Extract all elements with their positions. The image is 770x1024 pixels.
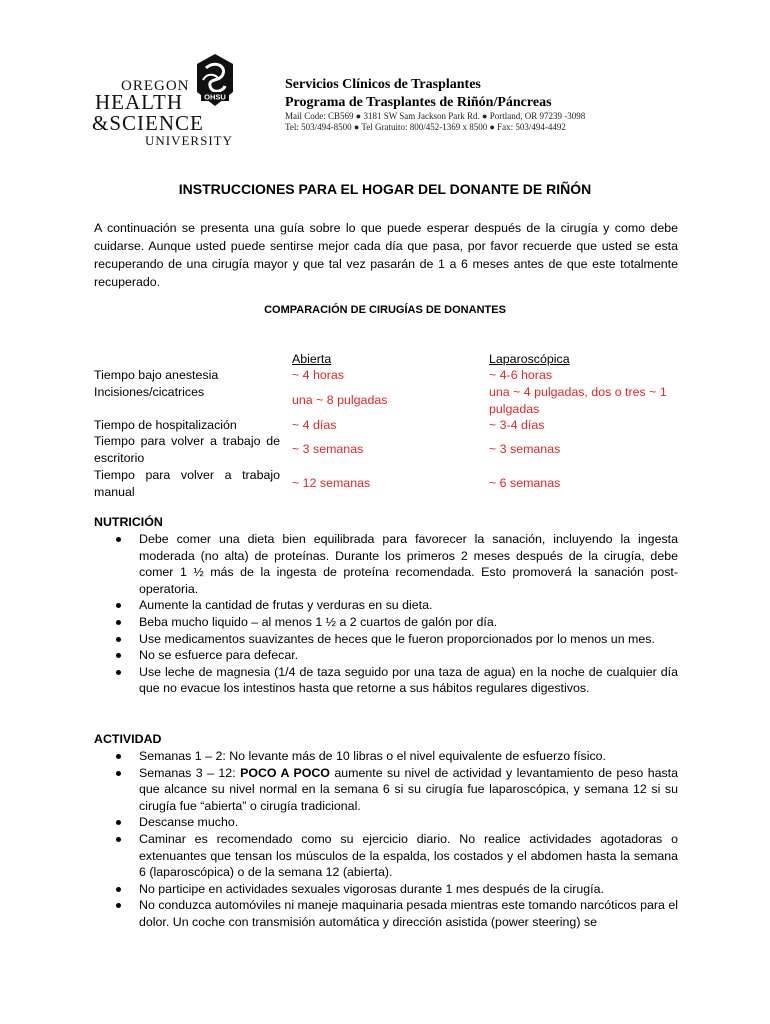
list-item: Beba mucho liquido – al menos 1 ½ a 2 cuartos de galón por día. [94,614,678,631]
col-header-open: Abierta [292,352,332,366]
header-title-services: Servicios Clínicos de Trasplantes [285,77,481,92]
item-emphasis: POCO A POCO [240,765,330,780]
row-open-value: una ~ 8 pulgadas [292,393,388,407]
list-item: Use leche de magnesia (1/4 de taza seguido por una taza de agua) en la noche de cualquier día que no evacue los intestinos hasta que retorne a sus hábitos regulares digestivos. [94,664,678,697]
row-label: Tiempo para volver a trabajo manual [94,468,280,499]
intro-paragraph: A continuación se presenta una guía sobre lo que puede esperar después de la cirugía y como debe cuidarse. Aunque usted puede sentirse mejor cada día que pasa, por favor recuerde que usted se esta recuperando de una cirugía mayor y que tal vez pasarán de 1 a 6 meses antes de que este totalmente recuperado. [94,221,678,289]
row-label: Incisiones/cicatrices [94,385,205,399]
header-phones: Tel: 503/494-8500 ● Tel Gratuito: 800/452-1369 x 8500 ● Fax: 503/494-4492 [285,122,566,132]
row-open-value: ~ 12 semanas [292,476,371,490]
header-address: Mail Code: CB569 ● 3181 SW Sam Jackson Park Rd. ● Portland, OR 97239 -3098 [285,111,586,121]
logo-science: &SCIENCE [92,111,204,135]
comparison-title: COMPARACIÓN DE CIRUGÍAS DE DONANTES [264,304,506,316]
item-rest: aumente su nivel de actividad y levantamiento de peso hasta que alcance su nivel normal en la semana 6 si su cirugía fue laparoscópica, y semana 12 si su cirugía fue “abierta” o cirugía tradicional. [139,765,679,813]
ohsu-logo [92,50,242,150]
logo-oregon: OREGON [121,78,190,94]
actividad-list [94,748,678,931]
list-item: Descanse mucho. [94,814,678,831]
row-open-value: ~ 4 días [292,418,337,432]
logo-university: UNIVERSITY [145,133,233,148]
nutricion-list [94,531,678,697]
header-title-program: Programa de Trasplantes de Riñón/Páncreas [285,95,552,110]
page-title: INSTRUCCIONES PARA EL HOGAR DEL DONANTE DE RIÑÓN [178,181,592,197]
list-item: Semanas 1 – 2: No levante más de 10 libras o el nivel equivalente de esfuerzo físico. [94,748,678,765]
section-title-nutricion: NUTRICIÓN [94,515,163,529]
list-item: Caminar es recomendado como su ejercicio diario. No realice actividades agotadoras o extenuantes que tensan los músculos de la espalda, los costados y el abdomen hasta la semana 6 (laparoscópica) o de la semana 12 (abierta). [94,831,678,881]
row-label: Tiempo de hospitalización [94,418,237,432]
list-item: No participe en actividades sexuales vigorosas durante 1 mes después de la cirugía. [94,881,678,898]
row-label: Tiempo para volver a trabajo de escritorio [94,434,280,465]
row-lap-value: ~ 3 semanas [489,442,561,456]
logo-health: HEALTH [95,90,184,114]
row-lap-value: ~ 3-4 días [489,418,545,432]
item-prefix: Semanas 3 – 12: [139,765,241,780]
list-item: Use medicamentos suavizantes de heces que le fueron proporcionados por lo menos un mes. [94,631,678,648]
row-label: Tiempo bajo anestesia [94,368,219,382]
list-item [94,765,678,815]
row-open-value: ~ 4 horas [292,368,345,382]
emblem-text: OHSU [204,92,226,102]
ohsu-emblem-icon [193,52,237,110]
list-item: No conduzca automóviles ni maneje maquinaria pesada mientras este tomando narcóticos para el dolor. Un coche con transmisión automática y dirección asistida (power steering) se [94,897,678,930]
list-item: Debe comer una dieta bien equilibrada para favorecer la sanación, incluyendo la ingesta moderada (no alta) de proteínas. Durante los primeros 2 meses después de la cirugía, debe comer 1 ½ más de la ingesta de proteína recomendada. Esto promoverá la sanación post-operatoria. [94,531,678,597]
list-item: Aumente la cantidad de frutas y verduras en su dieta. [94,597,678,614]
section-title-actividad: ACTIVIDAD [94,732,162,746]
row-open-value: ~ 3 semanas [292,442,364,456]
list-item: No se esfuerce para defecar. [94,647,678,664]
row-lap-value: ~ 4-6 horas [489,368,553,382]
row-lap-value: una ~ 4 pulgadas, dos o tres ~ 1 pulgadas [489,385,667,416]
row-lap-value: ~ 6 semanas [489,476,561,490]
col-header-laparoscopic: Laparoscópica [489,352,570,366]
